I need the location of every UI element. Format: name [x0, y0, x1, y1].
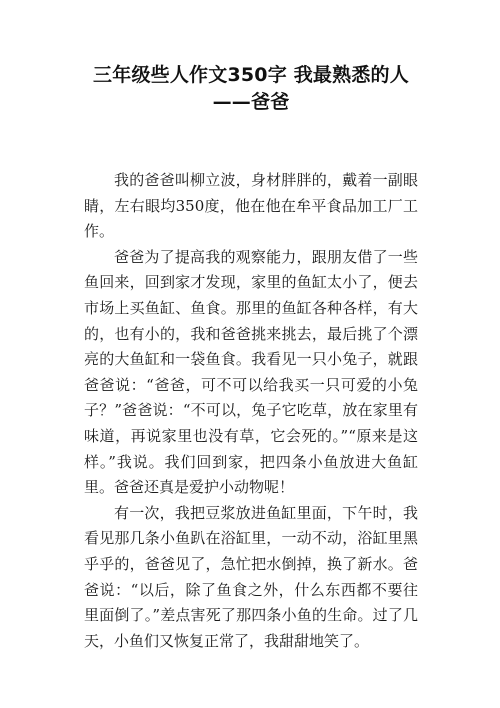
- article-body: [84, 168, 418, 654]
- paragraph-3: 有一次，我把豆浆放进鱼缸里面，下午时，我看见那几条小鱼趴在浴缸里，一动不动，浴缸里黑乎乎的，爸爸见了，急忙把水倒掉，换了新水。爸爸说：“以后，除了鱼食之外，什么东西都不要往里面倒了。”差点害死了那四条小鱼的生命。过了几天，小鱼们又恢复正常了，我甜甜地笑了。: [84, 503, 418, 650]
- paragraph-2: 爸爸为了提高我的观察能力，跟朋友借了一些鱼回来，回到家才发现，家里的鱼缸太小了，便去市场上买鱼缸、鱼食。那里的鱼缸各种各样，有大的，也有小的，我和爸爸挑来挑去，最后挑了个漂亮的大鱼缸和一袋鱼食。我看见一只小兔子，就跟爸爸说：“爸爸，可不可以给我买一只可爱的小兔子？”爸爸说：“不可以，兔子它吃草，放在家里有味道，再说家里也没有草，它会死的。”“原来是这样。”我说。我们回到家，把四条小鱼放进大鱼缸里。爸爸还真是爱护小动物呢！: [84, 247, 418, 497]
- title-line-1: 三年级些人作文350字 我最熟悉的人: [93, 64, 409, 86]
- title-line-2: ——爸爸: [212, 91, 290, 113]
- paragraph-1: 我的爸爸叫柳立波，身材胖胖的，戴着一副眼睛，左右眼均350度，他在他在牟平食品加工厂工作。: [84, 171, 418, 241]
- document-title: [84, 62, 418, 116]
